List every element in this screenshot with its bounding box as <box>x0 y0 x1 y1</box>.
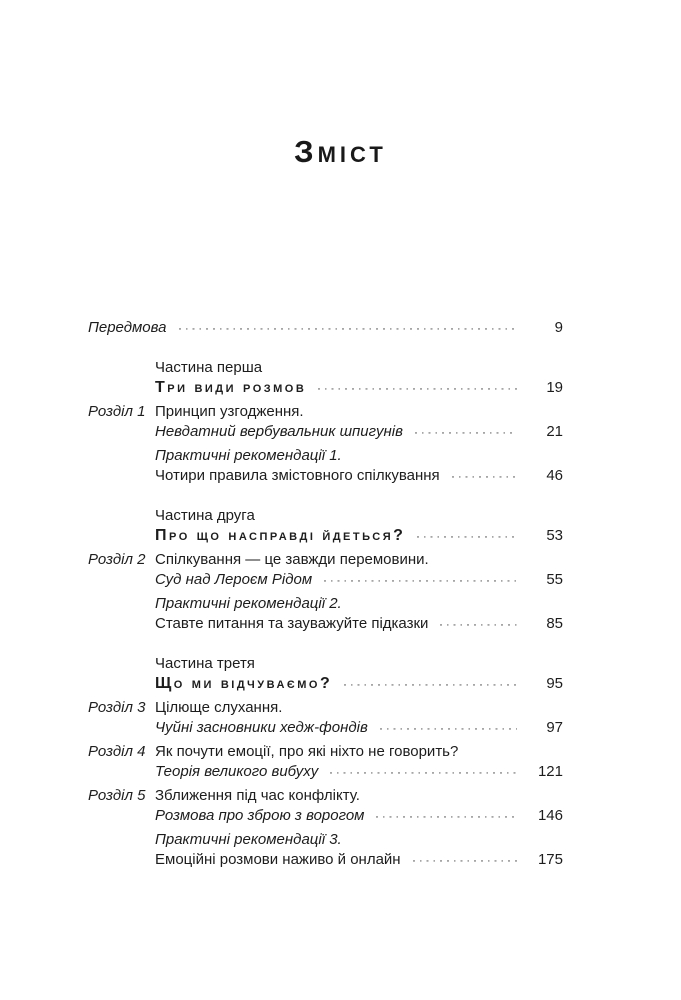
chapter-title: Цілюще слухання. <box>155 699 283 716</box>
page-number: 46 <box>546 467 563 484</box>
page-title: Зміст <box>294 134 387 169</box>
chapter-label <box>88 594 155 634</box>
entry-body <box>155 594 563 634</box>
toc-line <box>155 378 563 398</box>
toc-entry-practice <box>88 446 563 486</box>
toc-entry-preface <box>88 318 563 338</box>
page-number: 85 <box>546 615 563 632</box>
toc-entry-chapter <box>88 698 563 738</box>
chapter-label: Розділ 4 <box>88 743 146 760</box>
toc-line <box>155 762 563 782</box>
part-name: Частина третя <box>155 655 255 672</box>
chapter-title: Спілкування — це завжди перемовини. <box>155 551 429 568</box>
chapter-label: Розділ 3 <box>88 699 146 716</box>
dotted-leader <box>324 572 517 584</box>
toc-line <box>155 358 563 378</box>
page-number: 53 <box>546 527 563 544</box>
dotted-leader <box>440 616 517 628</box>
toc-line <box>155 422 563 442</box>
entry-body <box>88 318 563 338</box>
page-number: 55 <box>546 571 563 588</box>
entry-body <box>155 786 563 826</box>
part-title: Про що насправді йдеться? <box>155 527 406 544</box>
dotted-leader <box>415 424 517 436</box>
chapter-label: Розділ 1 <box>88 403 146 420</box>
part-title: Три види розмов <box>155 379 307 396</box>
toc-line <box>155 526 563 546</box>
entry-body <box>155 402 563 442</box>
toc-line <box>155 402 563 422</box>
page-number: 95 <box>546 675 563 692</box>
toc-entry-chapter <box>88 742 563 782</box>
dotted-leader <box>452 468 517 480</box>
chapter-title: Принцип узгодження. <box>155 403 304 420</box>
toc-line <box>155 850 563 870</box>
toc-line <box>155 466 563 486</box>
chapter-subtitle: Розмова про зброю з ворогом <box>155 807 365 824</box>
part-name: Частина перша <box>155 359 263 376</box>
toc-entry-chapter <box>88 550 563 590</box>
toc-entry-part <box>88 654 563 694</box>
page-number: 175 <box>537 851 563 868</box>
page-number: 19 <box>546 379 563 396</box>
entry-body <box>155 830 563 870</box>
chapter-title: Як почути емоції, про які ніхто не говорить? <box>155 743 459 760</box>
practice-title: Емоційні розмови наживо й онлайн <box>155 851 401 868</box>
practice-intro: Практичні рекомендації 3. <box>155 831 342 848</box>
practice-title: Чотири правила змістовного спілкування <box>155 467 440 484</box>
part-name: Частина друга <box>155 507 255 524</box>
toc-list <box>88 318 563 870</box>
toc-line <box>155 614 563 634</box>
page-number: 146 <box>537 807 563 824</box>
chapter-label <box>88 358 155 398</box>
entry-body <box>155 358 563 398</box>
part-title: Що ми відчуваємо? <box>155 675 333 692</box>
practice-intro: Практичні рекомендації 1. <box>155 447 342 464</box>
chapter-subtitle: Невдатний вербувальник шпигунів <box>155 423 403 440</box>
toc-line <box>155 742 563 762</box>
toc-line <box>155 806 563 826</box>
toc-line <box>155 718 563 738</box>
toc-line <box>155 570 563 590</box>
toc-line <box>155 786 563 806</box>
practice-title: Ставте питання та зауважуйте підказки <box>155 615 429 632</box>
page-number: 21 <box>546 423 563 440</box>
dotted-leader <box>417 528 517 540</box>
dotted-leader <box>380 720 517 732</box>
page-number: 9 <box>554 319 563 336</box>
toc-line <box>155 830 563 850</box>
chapter-label <box>88 446 155 486</box>
chapter-title: Зближення під час конфлікту. <box>155 787 360 804</box>
entry-body <box>155 550 563 590</box>
entry-body <box>155 698 563 738</box>
chapter-label <box>88 654 155 694</box>
page-number: 97 <box>546 719 563 736</box>
toc-line <box>155 550 563 570</box>
entry-body <box>155 654 563 694</box>
practice-intro: Практичні рекомендації 2. <box>155 595 342 612</box>
toc-entry-chapter <box>88 402 563 442</box>
toc-line <box>155 654 563 674</box>
toc-line <box>88 318 563 338</box>
toc-line <box>155 506 563 526</box>
toc-line <box>155 698 563 718</box>
chapter-subtitle: Суд над Лероєм Рідом <box>155 571 313 588</box>
dotted-leader <box>330 764 517 776</box>
dotted-leader <box>344 676 517 688</box>
toc-entry-part <box>88 506 563 546</box>
toc-entry-practice <box>88 594 563 634</box>
page-number: 121 <box>537 763 563 780</box>
toc-line <box>155 674 563 694</box>
toc-entry-chapter <box>88 786 563 826</box>
toc-line <box>155 446 563 466</box>
dotted-leader <box>413 852 517 864</box>
entry-body <box>155 446 563 486</box>
dotted-leader <box>318 380 517 392</box>
entry-body <box>155 506 563 546</box>
chapter-subtitle: Теорія великого вибуху <box>155 763 319 780</box>
preface-title: Передмова <box>88 319 167 336</box>
entry-body <box>155 742 563 782</box>
toc-entry-part <box>88 358 563 398</box>
toc-line <box>155 594 563 614</box>
chapter-label: Розділ 5 <box>88 787 146 804</box>
chapter-label: Розділ 2 <box>88 551 146 568</box>
chapter-label <box>88 830 155 870</box>
dotted-leader <box>376 808 517 820</box>
dotted-leader <box>179 320 518 332</box>
chapter-subtitle: Чуйні засновники хедж-фондів <box>155 719 368 736</box>
chapter-label <box>88 506 155 546</box>
toc-entry-practice <box>88 830 563 870</box>
